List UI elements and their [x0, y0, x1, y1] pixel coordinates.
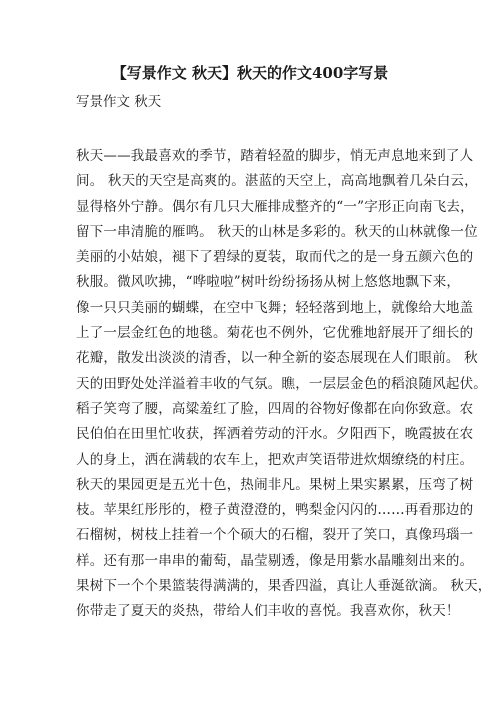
- document-subtitle: 写景作文 秋天: [76, 94, 162, 110]
- essay-line: 秋天——我最喜欢的季节，踏着轻盈的脚步，悄无声息地来到了人: [76, 148, 474, 164]
- essay-body: [76, 146, 492, 627]
- essay-line: 石榴树，树枝上挂着一个个硕大的石榴，裂开了笑口，真像玛瑙一: [76, 527, 474, 544]
- essay-line: 天的田野处处洋溢着丰收的气氛。瞧，一层层金色的稻浪随风起伏。: [76, 375, 487, 392]
- essay-line: 间。 秋天的天空是高爽的。湛蓝的天空上，高高地飘着几朵白云，: [76, 173, 478, 190]
- essay-line: 像一只只美丽的蝴蝶，在空中飞舞；轻轻落到地上，就像给大地盖: [76, 299, 474, 316]
- essay-line: 秋天的果园更是五光十色，热闹非凡。果树上果实累累，压弯了树: [76, 476, 474, 493]
- essay-line: 果树下一个个果篮装得满满的，果香四溢，真让人垂涎欲滴。 秋天，: [76, 578, 492, 595]
- essay-line: 样。还有那一串串的葡萄，晶莹剔透，像是用紫水晶雕刻出来的。: [76, 552, 474, 569]
- essay-line: 美丽的小姑娘，褪下了碧绿的夏装，取而代之的是一身五颜六色的: [76, 249, 474, 266]
- essay-line: 留下一串清脆的雁鸣。 秋天的山林是多彩的。秋天的山林就像一位: [76, 223, 478, 240]
- essay-line: 上了一层金红色的地毯。菊花也不例外，它优雅地舒展开了细长的: [76, 325, 474, 342]
- essay-line: 你带走了夏天的炎热，带给人们丰收的喜悦。我喜欢你，秋天！: [76, 603, 460, 620]
- essay-line: 花瓣，散发出淡淡的清香，以一种全新的姿态展现在人们眼前。 秋: [76, 350, 478, 367]
- essay-line: 枝。苹果红彤彤的，橙子黄澄澄的，鸭梨金闪闪的……再看那边的: [76, 502, 474, 519]
- document-title: 【写景作文 秋天】秋天的作文400字写景: [111, 64, 389, 82]
- essay-line: 人的身上，洒在满载的农车上，把欢声笑语带进炊烟缭绕的村庄。: [76, 451, 474, 468]
- essay-line: 民伯伯在田里忙收获，挥洒着劳动的汗水。夕阳西下，晚霞披在农: [76, 426, 474, 443]
- essay-line: 稻子笑弯了腰，高粱羞红了脸，四周的谷物好像都在向你致意。农: [76, 400, 474, 417]
- essay-line: 显得格外宁静。偶尔有几只大雁排成整齐的“一”字形正向南飞去，: [76, 198, 474, 215]
- essay-line: 秋服。微风吹拂，“哗啦啦”树叶纷纷扬扬从树上悠悠地飘下来，: [76, 274, 461, 291]
